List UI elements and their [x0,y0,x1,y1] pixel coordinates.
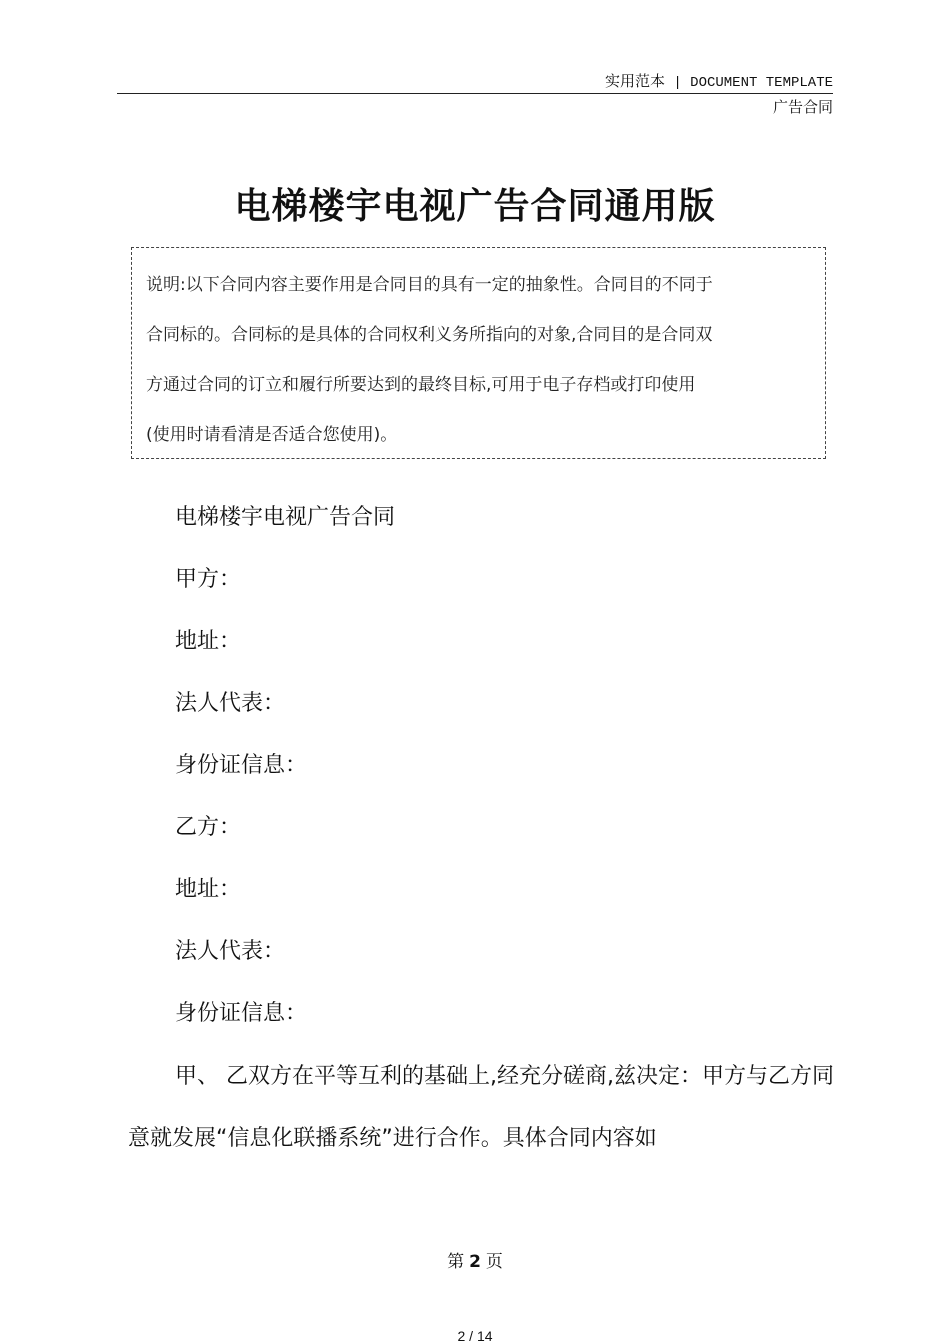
party-b-label: 乙方： [175,815,242,840]
party-b-rep-label: 法人代表： [175,939,286,964]
header-template-label: DOCUMENT TEMPLATE [690,75,833,91]
party-b-id-label: 身份证信息： [175,1001,308,1026]
page-number-footer [0,1247,950,1272]
note-box [131,247,826,459]
page-prefix: 第 [447,1252,465,1272]
note-line: 合同标的。合同标的是具体的合同权利义务所指向的对象,合同目的是合同双 [146,325,713,345]
party-a-rep-label: 法人代表： [175,691,286,716]
note-line: 说明:以下合同内容主要作用是合同目的具有一定的抽象性。合同目的不同于 [146,275,713,295]
page-count-indicator: 2 / 14 [457,1328,493,1344]
note-line: 方通过合同的订立和履行所要达到的最终目标,可用于电子存档或打印使用 [146,375,696,395]
page-suffix: 页 [485,1252,503,1272]
party-a-address-label: 地址： [175,629,242,654]
header-subtitle: 广告合同 [772,98,833,116]
header-divider [117,93,833,94]
party-a-id-label: 身份证信息： [175,753,308,778]
contract-name: 电梯楼宇电视广告合同 [175,505,396,530]
document-title: 电梯楼宇电视广告合同通用版 [234,186,716,227]
agreement-paragraph: 甲、 乙双方在平等互利的基础上,经充分磋商,兹决定：甲方与乙方同意就发展“信息化联播系统”进行合作。具体合同内容如 [128,1064,834,1151]
note-line: (使用时请看清是否适合您使用)。 [146,425,398,445]
page-number: 2 [469,1252,481,1272]
party-a-label: 甲方： [175,567,242,592]
header-category-label: 实用范本 [604,72,665,90]
header-category [605,70,833,91]
header-separator: | [664,75,691,91]
party-b-address-label: 地址： [175,877,242,902]
